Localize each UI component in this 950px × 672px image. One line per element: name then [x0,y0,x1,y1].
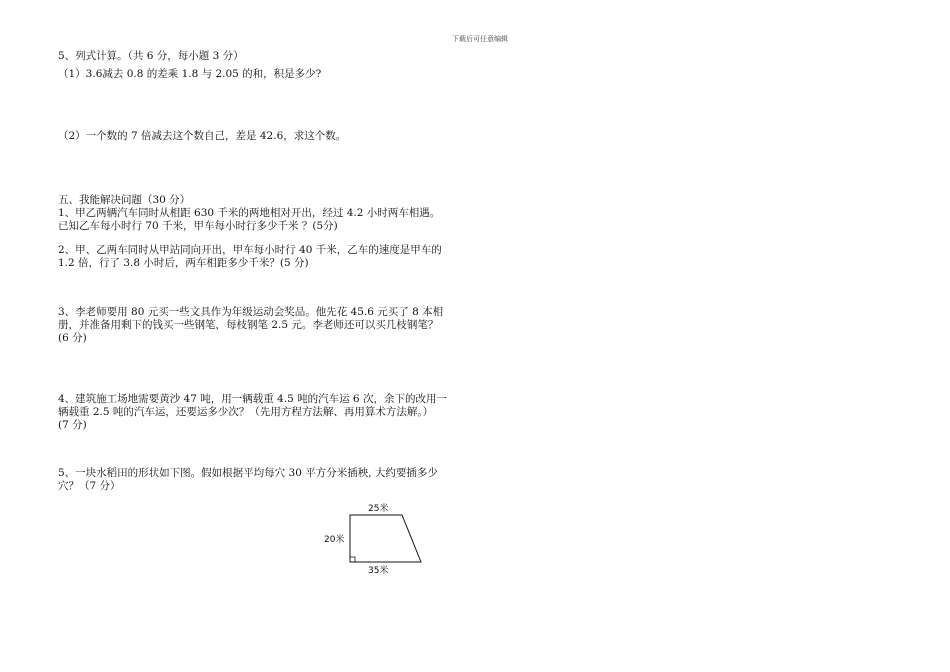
problem-5-line-1: 5、一块水稻田的形状如下图。假如根据平均每穴 30 平方分米插秧, 大约要插多少 [58,467,438,479]
trapezoid-diagram [318,500,438,580]
problem-4-line-3: (7 分) [58,419,87,431]
left-side-label: 20米 [324,535,345,545]
problem-1-line-2: 已知乙车每小时行 70 千米，甲车每小时行多少千米 ？(5分) [58,220,338,232]
trapezoid-figure [318,500,438,580]
part5-title: 五、我能解决问题（30 分） [58,194,191,206]
problem-4-line-2: 辆载重 2.5 吨的汽车运，还要运多少次？（先用方程方法解、再用算术方法解。） [58,406,434,418]
right-angle-mark [350,557,355,562]
problem-2-line-1: 2、甲、乙两车同时从甲站同向开出，甲车每小时行 40 千米，乙车的速度是甲车的 [58,244,442,256]
problem-3-line-2: 册，并准备用剩下的钱买一些钢笔，每枝钢笔 2.5 元。李老师还可以买几枝钢笔？ [58,319,439,331]
problem-3-line-1: 3、李老师要用 80 元买一些文具作为年级运动会奖品。他先花 45.6 元买了 8 本相 [58,306,444,318]
problem-1-line-1: 1、甲乙两辆汽车同时从相距 630 千米的两地相对开出，经过 4.2 小时两车相遇。 [58,207,441,219]
trapezoid-shape [350,515,421,562]
bottom-side-label: 35米 [368,566,389,576]
top-side-label: 25米 [368,504,389,514]
question-5-1: （1）3.6减去 0.8 的差乘 1.8 与 2.05 的和，积是多少? [58,68,322,80]
problem-5-line-2: 穴？（7 分） [58,480,121,492]
header-note: 下载后可任意编辑 [452,35,508,43]
problem-3-line-3: (6 分) [58,332,87,344]
question-5-2: （2）一个数的 7 倍减去这个数自己，差是 42.6，求这个数。 [58,130,347,142]
section5-title: 5、列式计算。（共 6 分，每小题 3 分） [58,50,244,62]
problem-2-line-2: 1.2 倍，行了 3.8 小时后，两车相距多少千米？(5 分) [58,257,309,269]
problem-4-line-1: 4、建筑施工场地需要黄沙 47 吨，用一辆载重 4.5 吨的汽车运 6 次，余下的改用一 [58,393,447,405]
